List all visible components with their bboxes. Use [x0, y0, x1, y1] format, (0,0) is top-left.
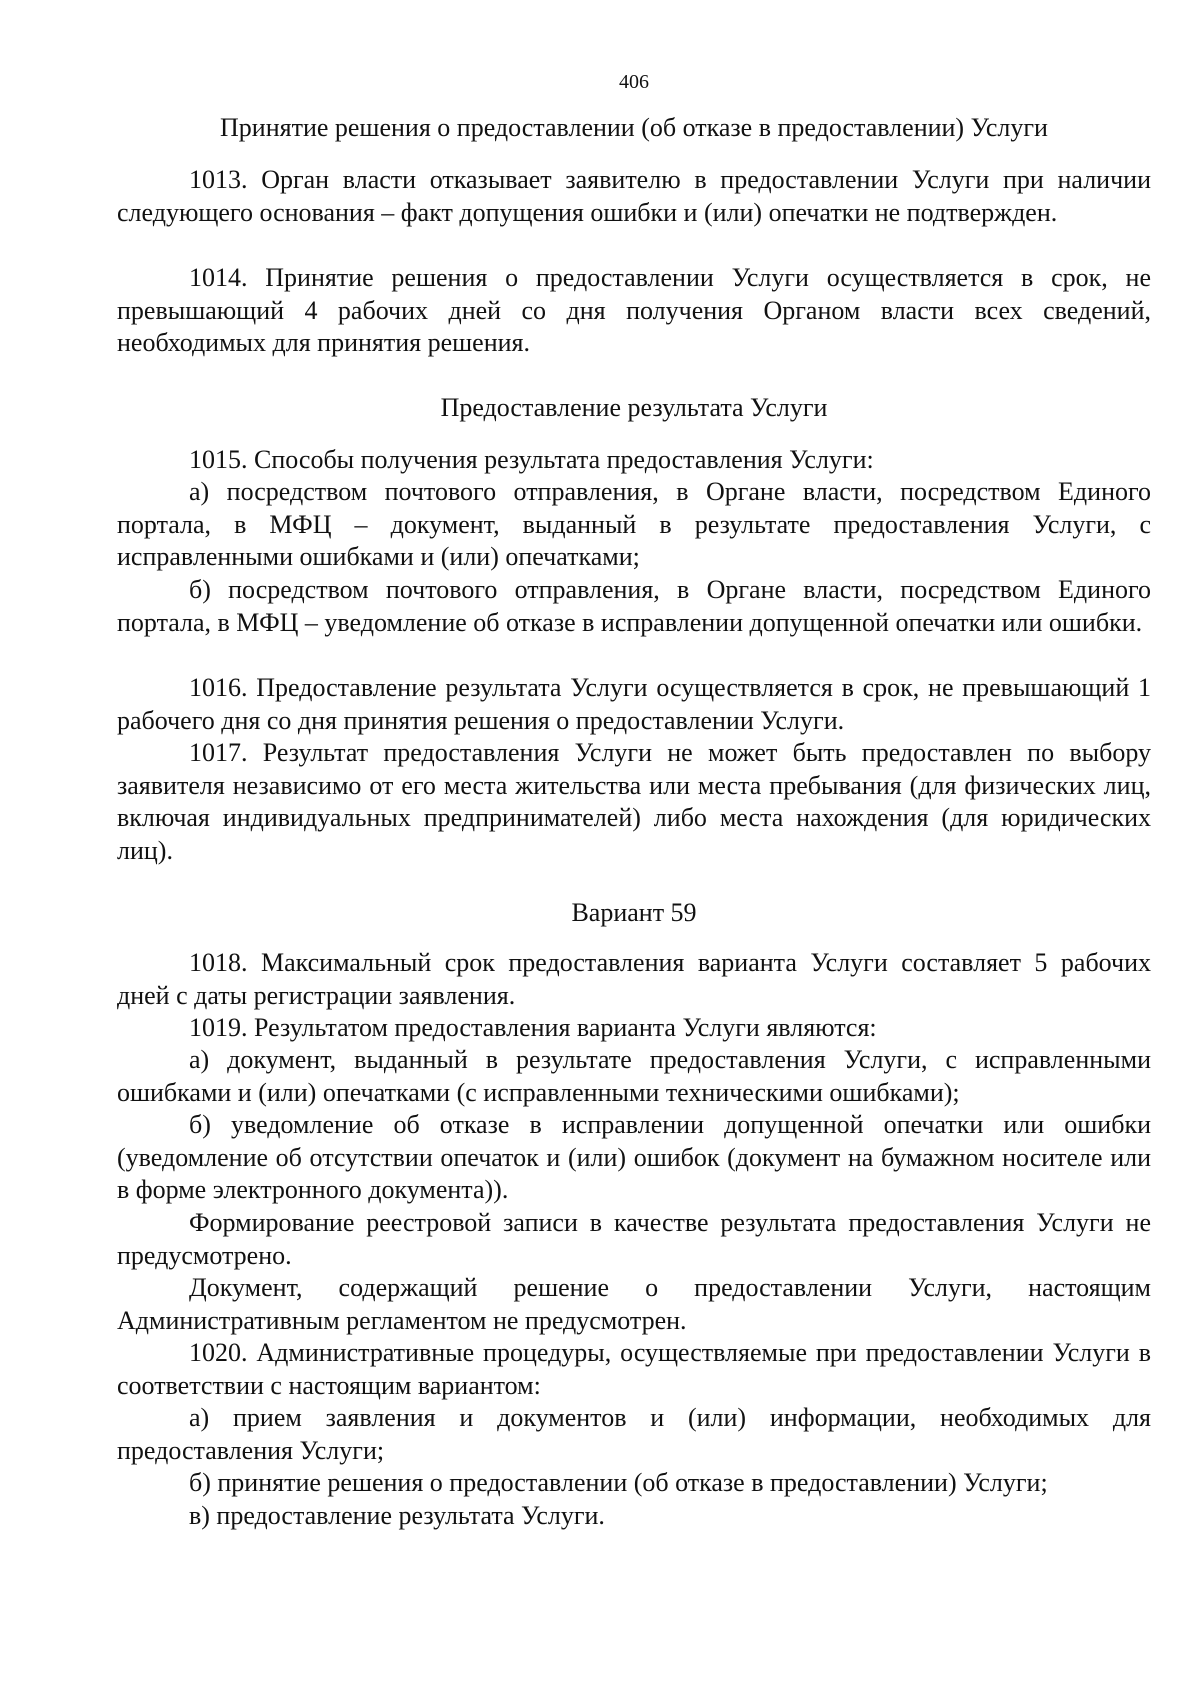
paragraph-1020-a: а) прием заявления и документов и (или) информации, необходимых для предоставления Услуги;	[117, 1403, 1151, 1465]
paragraph-1014: 1014. Принятие решения о предоставлении Услуги осуществляется в срок, не превышающий 4 рабочих дней со дня получения Органом власти всех сведений, необходимых для принятия решения.	[117, 263, 1151, 358]
paragraph-1013: 1013. Орган власти отказывает заявителю в предоставлении Услуги при наличии следующего основания – факт допущения ошибки и (или) опечатки не подтвержден.	[117, 165, 1151, 227]
paragraph-1015-b: б) посредством почтового отправления, в Органе власти, посредством Единого портала, в МФЦ – уведомление об отказе в исправлении допущенной опечатки или ошибки.	[117, 575, 1151, 637]
paragraph-1020-c: в) предоставление результата Услуги.	[189, 1501, 605, 1530]
paragraph-1015: 1015. Способы получения результата предоставления Услуги:	[189, 445, 874, 474]
paragraph-registry: Формирование реестровой записи в качестве результата предоставления Услуги не предусмотрено.	[117, 1208, 1151, 1270]
paragraph-1020-b: б) принятие решения о предоставлении (об отказе в предоставлении) Услуги;	[189, 1468, 1048, 1497]
paragraph-document: Документ, содержащий решение о предоставлении Услуги, настоящим Административным регламентом не предусмотрен.	[117, 1273, 1151, 1335]
paragraph-1019: 1019. Результатом предоставления варианта Услуги являются:	[189, 1013, 877, 1042]
paragraph-1019-b: б) уведомление об отказе в исправлении допущенной опечатки или ошибки (уведомление об отсутствии опечаток и (или) ошибок (документ на бумажном носителе или в форме электронного документа)).	[117, 1110, 1151, 1205]
section-heading-variant: Вариант 59	[571, 898, 697, 927]
paragraph-1019-a: а) документ, выданный в результате предоставления Услуги, с исправленными ошибками и (или) опечатками (с исправленными техническими ошибками);	[117, 1045, 1151, 1107]
paragraph-1020: 1020. Административные процедуры, осуществляемые при предоставлении Услуги в соответствии с настоящим вариантом:	[117, 1338, 1151, 1400]
section-heading-result: Предоставление результата Услуги	[440, 393, 828, 422]
section-heading-decision: Принятие решения о предоставлении (об отказе в предоставлении) Услуги	[220, 113, 1048, 142]
paragraph-1015-a: а) посредством почтового отправления, в Органе власти, посредством Единого портала, в МФЦ – документ, выданный в результате предоставления Услуги, с исправленными ошибками и (или) опечатками;	[117, 477, 1151, 572]
page-number: 406	[619, 71, 649, 93]
paragraph-1018: 1018. Максимальный срок предоставления варианта Услуги составляет 5 рабочих дней с даты регистрации заявления.	[117, 948, 1151, 1010]
paragraph-1016: 1016. Предоставление результата Услуги осуществляется в срок, не превышающий 1 рабочего дня со дня принятия решения о предоставлении Услуги.	[117, 673, 1151, 735]
paragraph-1017: 1017. Результат предоставления Услуги не может быть предоставлен по выбору заявителя независимо от его места жительства или места пребывания (для физических лиц, включая индивидуальных предпринимателей) либо места нахождения (для юридических лиц).	[117, 738, 1151, 865]
